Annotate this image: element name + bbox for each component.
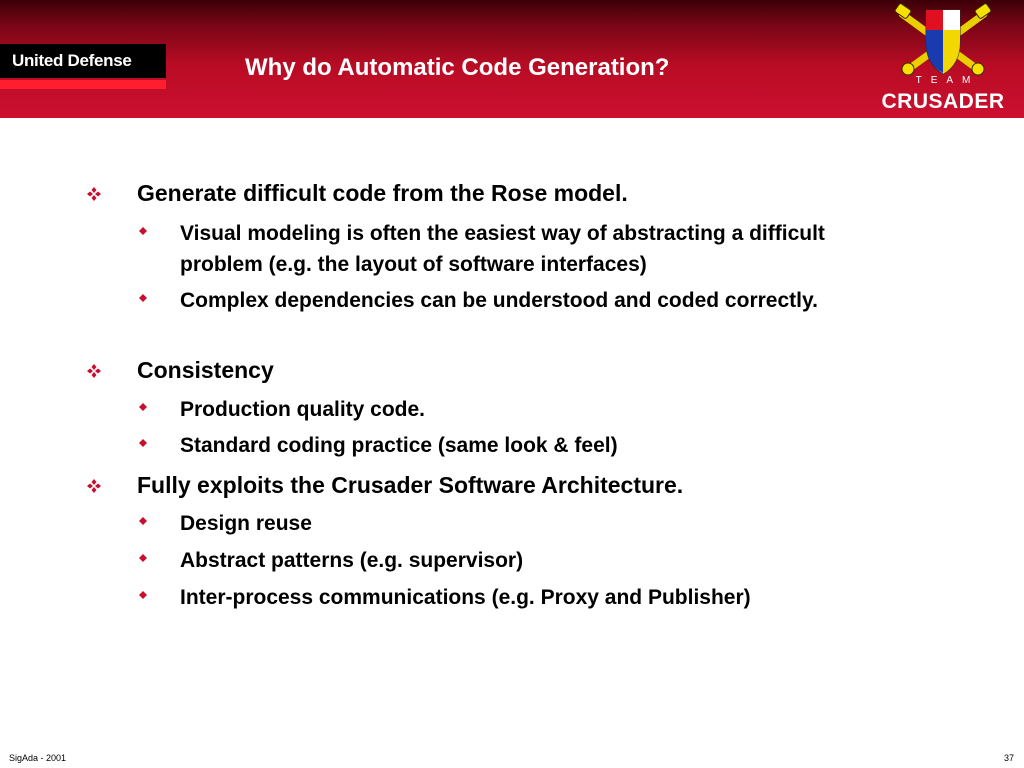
diamond-cluster-icon [86,478,102,494]
crusader-crest-icon [888,2,998,80]
sub-bullet-text: Design reuse [180,512,312,535]
slide-title: Why do Automatic Code Generation? [245,54,670,81]
diamond-cluster-icon [86,186,102,202]
page-number: 37 [1003,753,1014,763]
bullet-text: Consistency [137,357,274,383]
diamond-bullet-icon [139,227,147,235]
bullet-text: Generate difficult code from the Rose model. [137,180,628,206]
sub-bullet-text: Production quality code. [180,398,426,421]
logo-crusader-text: CRUSADER [881,90,1005,113]
diamond-bullet-icon [139,517,147,525]
header-banner [0,0,1024,118]
company-logo-stripe [0,80,166,89]
diamond-bullet-icon [139,439,147,447]
diamond-bullet-icon [139,294,147,302]
diamond-bullet-icon [139,554,147,562]
sub-bullet-text: Visual modeling is often the easiest way of abstracting a difficult problem (e.g. the layout of software interfaces) [180,222,825,276]
diamond-bullet-icon [139,591,147,599]
footer-source: SigAda - 2001 [9,753,67,763]
company-name: United Defense [12,51,132,70]
logo-team-text: TEAM [915,75,980,86]
company-logo-box [0,44,166,78]
sub-bullet-text: Inter-process communications (e.g. Proxy and Publisher) [180,586,751,609]
diamond-bullet-icon [139,403,147,411]
sub-bullet-text: Complex dependencies can be understood and coded correctly. [180,289,818,312]
crusader-logo [868,2,1018,116]
sub-bullet-text: Standard coding practice (same look & feel) [180,434,618,457]
bullet-text: Fully exploits the Crusader Software Architecture. [137,472,684,498]
diamond-cluster-icon [86,363,102,379]
sub-bullet-text: Abstract patterns (e.g. supervisor) [180,549,524,572]
